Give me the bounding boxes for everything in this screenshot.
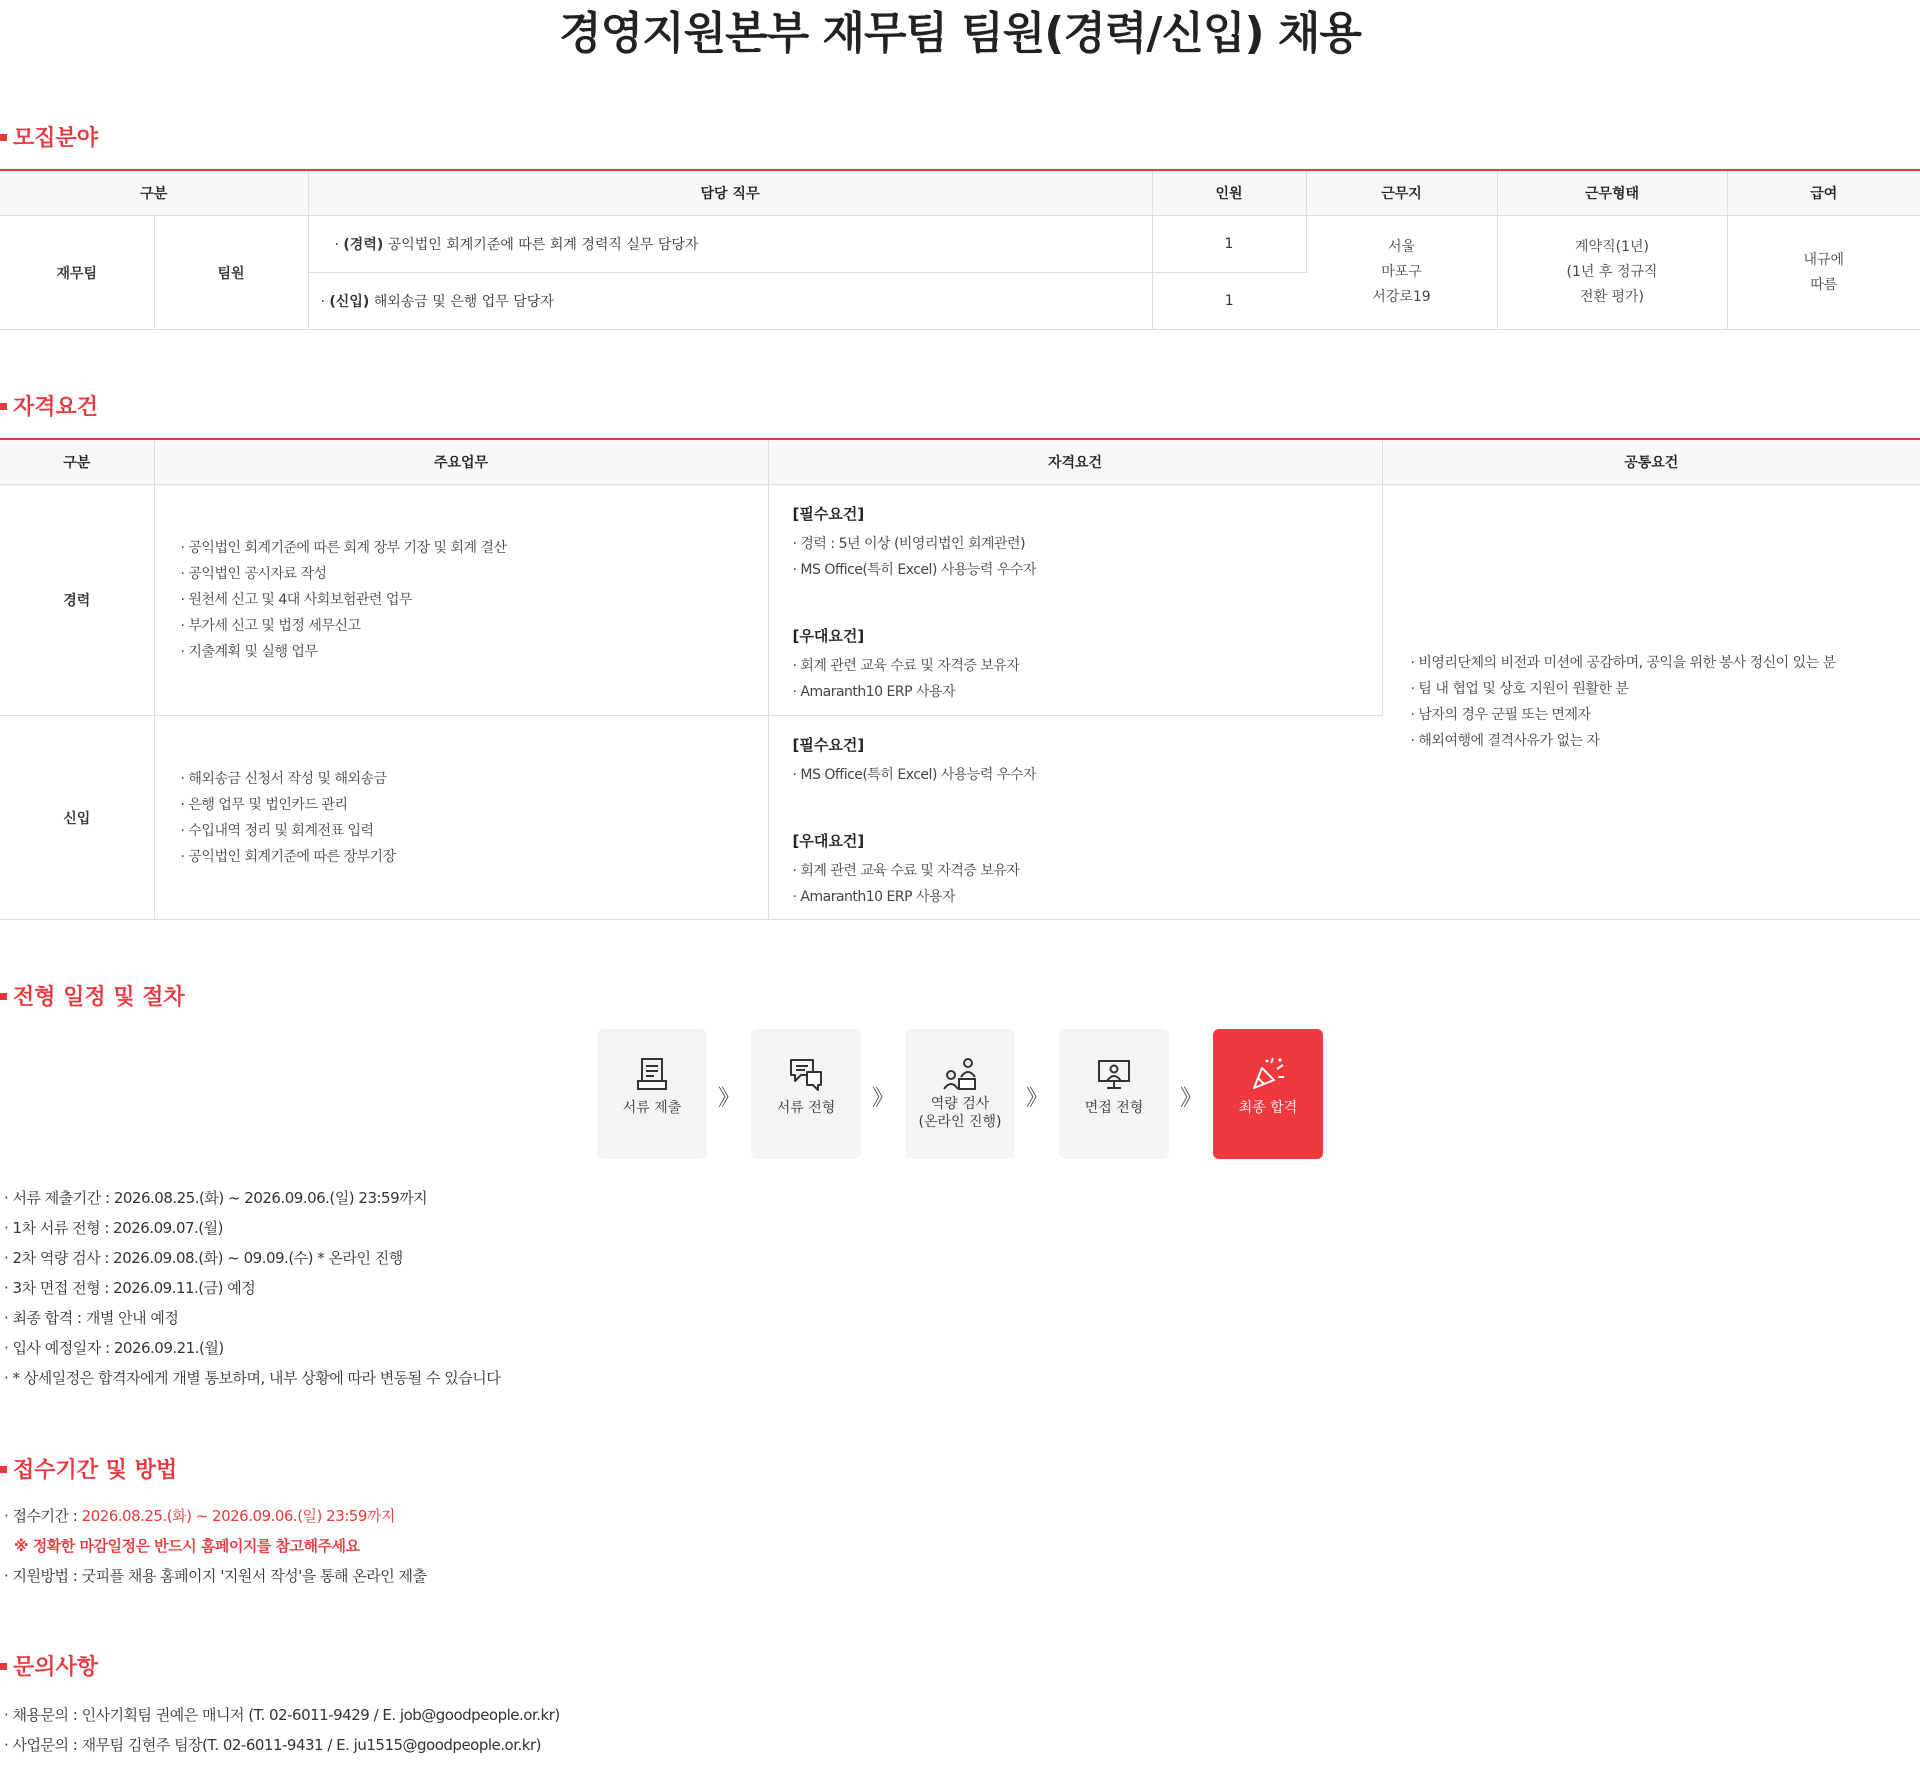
salary-cell [1727, 216, 1920, 330]
list-item: · 해외송금 신청서 작성 및 해외송금 [180, 770, 387, 787]
schedule-item: · 3차 면접 전형 : 2026.09.11.(금) 예정 [4, 1279, 256, 1297]
list-item: · 공익법인 회계기준에 따른 회계 장부 기장 및 회계 결산 [180, 540, 507, 556]
duty-tag: (신입) [329, 294, 370, 310]
type-cell: 경력 [0, 485, 154, 716]
required-title: [필수요건] [792, 505, 865, 523]
step-document-review [751, 1029, 861, 1159]
requirements-cell [768, 716, 1382, 920]
header-cell: 급여 [1727, 170, 1920, 216]
step-label: 최종 합격 [1238, 1100, 1298, 1116]
process-steps [597, 1029, 1323, 1159]
list-item: · 남자의 경우 군필 또는 면제자 [1410, 707, 1591, 723]
contact-list [4, 1700, 560, 1760]
required-title: [필수요건] [792, 736, 865, 754]
page-title: 경영지원본부 재무팀 팀원(경력/신입) 채용 [559, 8, 1361, 59]
step-label: 서류 제출 [622, 1100, 682, 1116]
schedule-list [4, 1183, 500, 1393]
list-item: · 은행 업무 및 법인카드 관리 [180, 796, 348, 813]
section-title-qual [0, 393, 98, 423]
list-item: · Amaranth10 ERP 사용자 [792, 889, 956, 905]
tasks-cell [154, 485, 768, 716]
section-marker [0, 993, 7, 1000]
video-interview-icon [1095, 1055, 1133, 1093]
schedule-item: · 1차 서류 전형 : 2026.09.07.(월) [4, 1219, 224, 1237]
bullet: · [334, 237, 344, 253]
salary-line: 내규에 [1803, 251, 1845, 268]
header-cell: 담당 직무 [308, 170, 1152, 216]
section-title-apply [0, 1456, 177, 1486]
required-list [793, 531, 1381, 583]
common-cell [1382, 485, 1920, 920]
bullet: · [320, 294, 330, 310]
section-title-process [0, 983, 185, 1013]
work-type-line: 전환 평가) [1579, 289, 1644, 305]
team-cell: 재무팀 [0, 216, 154, 330]
list-item: · 경력 : 5년 이상 (비영리법인 회계관련) [792, 536, 1026, 552]
document-icon [633, 1055, 671, 1093]
preferred-list [793, 653, 1381, 705]
party-popper-icon [1249, 1055, 1287, 1093]
schedule-item: · 입사 예정일자 : 2026.09.21.(월) [4, 1339, 224, 1357]
work-type-cell [1497, 216, 1727, 330]
location-line: 서울 [1387, 239, 1416, 255]
step-competency-test [905, 1029, 1015, 1159]
list-item: · 해외여행에 결격사유가 없는 자 [1410, 733, 1600, 749]
section-label: 모집분야 [13, 126, 99, 151]
list-item: · MS Office(특히 Excel) 사용능력 우수자 [792, 562, 1036, 578]
tasks-cell [154, 716, 768, 920]
section-title-contact [0, 1653, 98, 1683]
work-type-line: 계약직(1년) [1575, 239, 1649, 255]
step-arrow: 》 [871, 1086, 894, 1111]
section-label: 접수기간 및 방법 [13, 1458, 178, 1483]
step-label: 역량 검사 (온라인 진행) [918, 1096, 1002, 1130]
table-row [0, 485, 1920, 716]
contact-item: · 채용문의 : 인사기획팀 권예은 매니저 (T. 02-6011-9429 / E. job@goodpeople.or.kr) [4, 1706, 560, 1724]
section-title-recruit [0, 124, 98, 154]
preferred-title: [우대요건] [792, 627, 865, 645]
section-marker [0, 403, 7, 410]
header-cell: 구분 [0, 439, 154, 485]
list-item: · 회계 관련 교육 수료 및 자격증 보유자 [792, 863, 1020, 879]
table-header-row [0, 170, 1920, 216]
step-label: 면접 전형 [1084, 1100, 1144, 1116]
step-document-submit [597, 1029, 707, 1159]
schedule-item: · 서류 제출기간 : 2026.08.25.(화) ~ 2026.09.06.(일) 23:59까지 [4, 1189, 428, 1207]
list-item: · MS Office(특히 Excel) 사용능력 우수자 [792, 767, 1036, 783]
list-item: · 지출계획 및 실행 업무 [180, 644, 318, 660]
apply-notice: ※ 정확한 마감일정은 반드시 홈페이지를 참고해주세요 [14, 1537, 360, 1555]
list-item: · 공익법인 공시자료 작성 [180, 566, 327, 582]
apply-method: · 지원방법 : 굿피플 채용 홈페이지 '지원서 작성'을 통해 온라인 제출 [4, 1567, 427, 1585]
schedule-item: · 2차 역량 검사 : 2026.09.08.(화) ~ 09.09.(수) * 온라인 진행 [4, 1249, 403, 1267]
header-cell: 주요업무 [154, 439, 768, 485]
header-cell: 근무형태 [1497, 170, 1727, 216]
header-cell: 공통요건 [1382, 439, 1920, 485]
count-cell: 1 [1152, 216, 1306, 273]
schedule-item: · 최종 합격 : 개별 안내 예정 [4, 1309, 179, 1327]
position-cell: 팀원 [154, 216, 308, 330]
contact-item: · 사업문의 : 재무팀 김현주 팀장(T. 02-6011-9431 / E. ju1515@goodpeople.or.kr) [4, 1736, 541, 1754]
list-item: · Amaranth10 ERP 사용자 [792, 684, 956, 700]
preferred-title: [우대요건] [792, 832, 865, 850]
tasks-list [181, 766, 767, 870]
duty-text: 해외송금 및 은행 업무 담당자 [369, 294, 554, 310]
section-marker [0, 134, 7, 141]
section-label: 문의사항 [13, 1655, 99, 1680]
header-cell: 자격요건 [768, 439, 1382, 485]
list-item: · 팀 내 협업 및 상호 지원이 원활한 분 [1410, 681, 1629, 697]
apply-period [4, 1501, 427, 1531]
location-line: 마포구 [1381, 264, 1422, 280]
section-label: 전형 일정 및 절차 [13, 985, 185, 1010]
table-row [0, 216, 1920, 273]
requirements-cell [768, 485, 1382, 716]
list-item: · 회계 관련 교육 수료 및 자격증 보유자 [792, 658, 1020, 674]
salary-line: 따름 [1810, 276, 1838, 293]
list-item: · 비영리단체의 비전과 미션에 공감하며, 공익을 위한 봉사 정신이 있는 분 [1410, 655, 1836, 671]
section-marker [0, 1663, 7, 1670]
type-cell: 신입 [0, 716, 154, 920]
required-list [793, 762, 1382, 788]
step-arrow: 》 [1179, 1086, 1202, 1111]
list-item: · 원천세 신고 및 4대 사회보험관련 업무 [180, 592, 412, 608]
header-cell: 인원 [1152, 170, 1306, 216]
qualification-table [0, 438, 1920, 920]
apply-info [4, 1501, 427, 1591]
count-cell: 1 [1152, 273, 1306, 330]
location-cell [1306, 216, 1497, 330]
step-label: 서류 전형 [776, 1100, 836, 1116]
common-list [1411, 650, 1920, 754]
header-cell: 근무지 [1306, 170, 1497, 216]
duty-cell [308, 216, 1152, 273]
list-item: · 부가세 신고 및 법정 세무신고 [180, 618, 361, 634]
section-marker [0, 1466, 7, 1473]
duty-cell [308, 273, 1152, 330]
chat-review-icon [787, 1055, 825, 1093]
people-test-icon [941, 1055, 979, 1093]
recruit-table [0, 169, 1920, 330]
apply-period-value: 2026.08.25.(화) ~ 2026.09.06.(일) 23:59까지 [81, 1507, 395, 1525]
table-header-row [0, 439, 1920, 485]
tasks-list [181, 535, 767, 665]
header-cell: 구분 [0, 170, 308, 216]
preferred-list [793, 858, 1382, 910]
step-final-pass [1213, 1029, 1323, 1159]
list-item: · 공익법인 회계기준에 따른 장부기장 [180, 848, 396, 865]
step-interview [1059, 1029, 1169, 1159]
location-line: 서강로19 [1372, 289, 1431, 305]
step-arrow: 》 [1025, 1086, 1048, 1111]
duty-tag: (경력) [343, 237, 384, 253]
duty-text: 공익법인 회계기준에 따른 회계 경력직 실무 담당자 [383, 237, 699, 253]
apply-period-label: · 접수기간 : [4, 1507, 82, 1525]
work-type-line: (1년 후 정규직 [1566, 264, 1658, 280]
list-item: · 수입내역 정리 및 회계전표 입력 [180, 822, 374, 839]
schedule-item: · * 상세일정은 합격자에게 개별 통보하며, 내부 상황에 따라 변동될 수 있습니다 [4, 1369, 501, 1387]
step-arrow: 》 [717, 1086, 740, 1111]
section-label: 자격요건 [13, 395, 99, 420]
